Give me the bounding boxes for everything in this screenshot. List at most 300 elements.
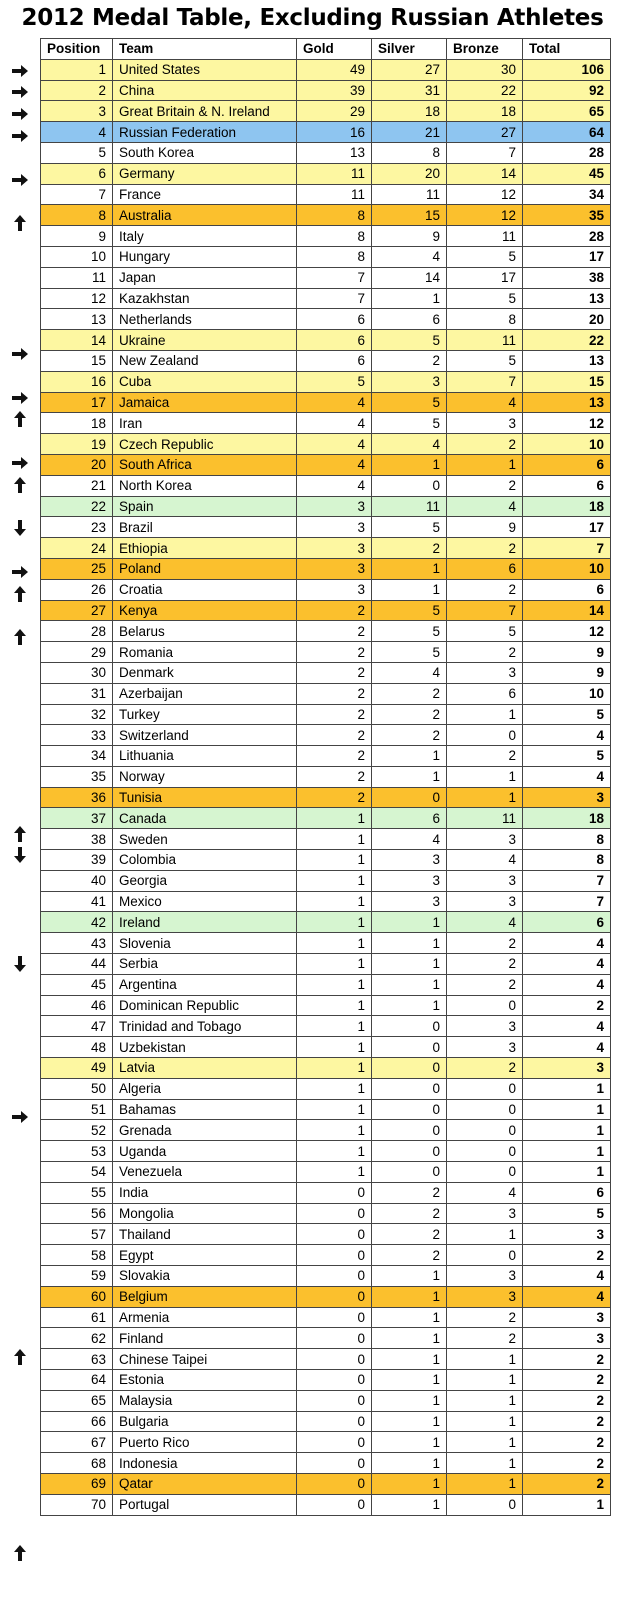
- bronze-cell: 18: [447, 101, 523, 122]
- bronze-cell: 2: [447, 434, 523, 455]
- table-row: [41, 475, 611, 496]
- total-cell: 2: [523, 1349, 611, 1370]
- team-cell: Portugal: [113, 1494, 297, 1515]
- silver-cell: 1: [372, 933, 447, 954]
- silver-cell: 0: [372, 475, 447, 496]
- team-cell: New Zealand: [113, 350, 297, 371]
- team-cell: India: [113, 1182, 297, 1203]
- table-row: [41, 995, 611, 1016]
- silver-cell: 8: [372, 142, 447, 163]
- team-cell: Great Britain & N. Ireland: [113, 101, 297, 122]
- gold-cell: 2: [297, 600, 372, 621]
- team-cell: Switzerland: [113, 725, 297, 746]
- gold-cell: 3: [297, 496, 372, 517]
- total-cell: 18: [523, 808, 611, 829]
- silver-cell: 6: [372, 309, 447, 330]
- team-cell: Finland: [113, 1328, 297, 1349]
- gold-cell: 1: [297, 870, 372, 891]
- header-gold: Gold: [297, 39, 372, 60]
- header-bronze: Bronze: [447, 39, 523, 60]
- table-row: [41, 870, 611, 891]
- table-body: [41, 59, 611, 1515]
- silver-cell: 1: [372, 746, 447, 767]
- gold-cell: 0: [297, 1390, 372, 1411]
- total-cell: 20: [523, 309, 611, 330]
- total-cell: 4: [523, 954, 611, 975]
- arrow-up-icon: [0, 583, 40, 605]
- table-row: [41, 954, 611, 975]
- position-cell: 27: [41, 600, 113, 621]
- position-cell: 41: [41, 891, 113, 912]
- table-row: [41, 1078, 611, 1099]
- team-cell: Norway: [113, 766, 297, 787]
- gold-cell: 1: [297, 1016, 372, 1037]
- bronze-cell: 22: [447, 80, 523, 101]
- header-total: Total: [523, 39, 611, 60]
- gold-cell: 1: [297, 1037, 372, 1058]
- position-cell: 22: [41, 496, 113, 517]
- bronze-cell: 2: [447, 579, 523, 600]
- silver-cell: 1: [372, 454, 447, 475]
- silver-cell: 0: [372, 1037, 447, 1058]
- silver-cell: 1: [372, 1370, 447, 1391]
- position-cell: 28: [41, 621, 113, 642]
- bronze-cell: 2: [447, 933, 523, 954]
- position-cell: 36: [41, 787, 113, 808]
- total-cell: 9: [523, 662, 611, 683]
- bronze-cell: 7: [447, 371, 523, 392]
- position-cell: 23: [41, 517, 113, 538]
- bronze-cell: 0: [447, 1141, 523, 1162]
- total-cell: 28: [523, 142, 611, 163]
- table-row: [41, 101, 611, 122]
- bronze-cell: 2: [447, 746, 523, 767]
- gold-cell: 3: [297, 579, 372, 600]
- team-cell: Romania: [113, 642, 297, 663]
- position-cell: 9: [41, 226, 113, 247]
- total-cell: 45: [523, 163, 611, 184]
- bronze-cell: 17: [447, 267, 523, 288]
- table-row: [41, 267, 611, 288]
- bronze-cell: 3: [447, 1016, 523, 1037]
- team-cell: Tunisia: [113, 787, 297, 808]
- bronze-cell: 1: [447, 1453, 523, 1474]
- team-cell: Latvia: [113, 1058, 297, 1079]
- position-cell: 59: [41, 1266, 113, 1287]
- gold-cell: 3: [297, 558, 372, 579]
- team-cell: Russian Federation: [113, 122, 297, 143]
- bronze-cell: 4: [447, 912, 523, 933]
- silver-cell: 1: [372, 288, 447, 309]
- position-cell: 55: [41, 1182, 113, 1203]
- gold-cell: 1: [297, 954, 372, 975]
- bronze-cell: 2: [447, 974, 523, 995]
- total-cell: 4: [523, 1266, 611, 1287]
- total-cell: 2: [523, 1370, 611, 1391]
- total-cell: 15: [523, 371, 611, 392]
- position-cell: 49: [41, 1058, 113, 1079]
- bronze-cell: 1: [447, 1473, 523, 1494]
- team-cell: Brazil: [113, 517, 297, 538]
- bronze-cell: 3: [447, 1203, 523, 1224]
- arrow-right-icon: [0, 452, 40, 474]
- bronze-cell: 4: [447, 850, 523, 871]
- silver-cell: 3: [372, 850, 447, 871]
- bronze-cell: 1: [447, 766, 523, 787]
- gold-cell: 2: [297, 746, 372, 767]
- bronze-cell: 5: [447, 288, 523, 309]
- bronze-cell: 3: [447, 1266, 523, 1287]
- arrow-up-icon: [0, 409, 40, 431]
- position-cell: 40: [41, 870, 113, 891]
- silver-cell: 1: [372, 1266, 447, 1287]
- total-cell: 4: [523, 1286, 611, 1307]
- position-cell: 17: [41, 392, 113, 413]
- table-row: [41, 933, 611, 954]
- total-cell: 10: [523, 558, 611, 579]
- bronze-cell: 12: [447, 184, 523, 205]
- position-cell: 44: [41, 954, 113, 975]
- team-cell: Uganda: [113, 1141, 297, 1162]
- position-cell: 25: [41, 558, 113, 579]
- bronze-cell: 0: [447, 995, 523, 1016]
- total-cell: 5: [523, 746, 611, 767]
- total-cell: 13: [523, 350, 611, 371]
- bronze-cell: 2: [447, 475, 523, 496]
- position-cell: 34: [41, 746, 113, 767]
- gold-cell: 49: [297, 59, 372, 80]
- silver-cell: 3: [372, 870, 447, 891]
- gold-cell: 11: [297, 163, 372, 184]
- gold-cell: 0: [297, 1411, 372, 1432]
- gold-cell: 1: [297, 974, 372, 995]
- table-row: [41, 1370, 611, 1391]
- table-row: [41, 1224, 611, 1245]
- silver-cell: 1: [372, 1453, 447, 1474]
- silver-cell: 5: [372, 621, 447, 642]
- total-cell: 13: [523, 392, 611, 413]
- table-row: [41, 1453, 611, 1474]
- table-row: [41, 558, 611, 579]
- team-cell: Spain: [113, 496, 297, 517]
- gold-cell: 29: [297, 101, 372, 122]
- gold-cell: 8: [297, 205, 372, 226]
- total-cell: 38: [523, 267, 611, 288]
- silver-cell: 3: [372, 371, 447, 392]
- silver-cell: 5: [372, 413, 447, 434]
- position-cell: 45: [41, 974, 113, 995]
- team-cell: Japan: [113, 267, 297, 288]
- table-row: [41, 434, 611, 455]
- total-cell: 34: [523, 184, 611, 205]
- table-row: [41, 850, 611, 871]
- bronze-cell: 30: [447, 59, 523, 80]
- silver-cell: 0: [372, 787, 447, 808]
- silver-cell: 5: [372, 330, 447, 351]
- total-cell: 2: [523, 995, 611, 1016]
- bronze-cell: 1: [447, 1390, 523, 1411]
- position-cell: 33: [41, 725, 113, 746]
- gold-cell: 0: [297, 1286, 372, 1307]
- position-cell: 67: [41, 1432, 113, 1453]
- silver-cell: 6: [372, 808, 447, 829]
- gold-cell: 1: [297, 1162, 372, 1183]
- position-cell: 42: [41, 912, 113, 933]
- table-row: [41, 1307, 611, 1328]
- total-cell: 22: [523, 330, 611, 351]
- gold-cell: 1: [297, 1058, 372, 1079]
- silver-cell: 21: [372, 122, 447, 143]
- table-row: [41, 413, 611, 434]
- position-cell: 70: [41, 1494, 113, 1515]
- team-cell: Colombia: [113, 850, 297, 871]
- silver-cell: 0: [372, 1162, 447, 1183]
- position-cell: 12: [41, 288, 113, 309]
- bronze-cell: 11: [447, 330, 523, 351]
- team-cell: Venezuela: [113, 1162, 297, 1183]
- gold-cell: 3: [297, 517, 372, 538]
- bronze-cell: 3: [447, 1037, 523, 1058]
- team-cell: Bahamas: [113, 1099, 297, 1120]
- position-cell: 10: [41, 246, 113, 267]
- silver-cell: 1: [372, 1349, 447, 1370]
- team-cell: Qatar: [113, 1473, 297, 1494]
- gold-cell: 6: [297, 350, 372, 371]
- table-row: [41, 1286, 611, 1307]
- team-cell: Grenada: [113, 1120, 297, 1141]
- silver-cell: 1: [372, 1328, 447, 1349]
- team-cell: Azerbaijan: [113, 683, 297, 704]
- arrow-right-icon: [0, 60, 40, 82]
- table-row: [41, 1390, 611, 1411]
- team-cell: Uzbekistan: [113, 1037, 297, 1058]
- gold-cell: 4: [297, 475, 372, 496]
- bronze-cell: 1: [447, 454, 523, 475]
- gold-cell: 1: [297, 1099, 372, 1120]
- total-cell: 7: [523, 538, 611, 559]
- arrow-right-icon: [0, 387, 40, 409]
- table-row: [41, 725, 611, 746]
- table-row: [41, 1120, 611, 1141]
- gold-cell: 1: [297, 1141, 372, 1162]
- silver-cell: 4: [372, 246, 447, 267]
- team-cell: Jamaica: [113, 392, 297, 413]
- team-cell: Argentina: [113, 974, 297, 995]
- position-cell: 56: [41, 1203, 113, 1224]
- bronze-cell: 4: [447, 392, 523, 413]
- arrow-right-icon: [0, 343, 40, 365]
- total-cell: 5: [523, 1203, 611, 1224]
- team-cell: China: [113, 80, 297, 101]
- position-cell: 30: [41, 662, 113, 683]
- gold-cell: 2: [297, 725, 372, 746]
- silver-cell: 1: [372, 558, 447, 579]
- arrow-up-icon: [0, 474, 40, 496]
- position-cell: 16: [41, 371, 113, 392]
- position-cell: 39: [41, 850, 113, 871]
- table-row: [41, 1245, 611, 1266]
- table-row: [41, 891, 611, 912]
- arrow-right-icon: [0, 125, 40, 147]
- position-cell: 8: [41, 205, 113, 226]
- position-cell: 62: [41, 1328, 113, 1349]
- team-cell: Belgium: [113, 1286, 297, 1307]
- gold-cell: 1: [297, 912, 372, 933]
- total-cell: 3: [523, 1328, 611, 1349]
- team-cell: Egypt: [113, 1245, 297, 1266]
- gold-cell: 0: [297, 1245, 372, 1266]
- team-cell: Kazakhstan: [113, 288, 297, 309]
- position-cell: 18: [41, 413, 113, 434]
- position-cell: 64: [41, 1370, 113, 1391]
- total-cell: 6: [523, 912, 611, 933]
- silver-cell: 1: [372, 912, 447, 933]
- total-cell: 17: [523, 517, 611, 538]
- arrow-right-icon: [0, 82, 40, 104]
- position-cell: 38: [41, 829, 113, 850]
- silver-cell: 1: [372, 1286, 447, 1307]
- table-row: [41, 226, 611, 247]
- table-row: [41, 662, 611, 683]
- table-row: [41, 330, 611, 351]
- position-cell: 51: [41, 1099, 113, 1120]
- bronze-cell: 2: [447, 538, 523, 559]
- total-cell: 1: [523, 1120, 611, 1141]
- gold-cell: 2: [297, 683, 372, 704]
- bronze-cell: 5: [447, 246, 523, 267]
- team-cell: Trinidad and Tobago: [113, 1016, 297, 1037]
- bronze-cell: 1: [447, 1432, 523, 1453]
- arrow-down-icon: [0, 954, 40, 976]
- silver-cell: 27: [372, 59, 447, 80]
- bronze-cell: 3: [447, 891, 523, 912]
- total-cell: 5: [523, 704, 611, 725]
- position-cell: 14: [41, 330, 113, 351]
- position-cell: 37: [41, 808, 113, 829]
- gold-cell: 5: [297, 371, 372, 392]
- total-cell: 64: [523, 122, 611, 143]
- table-row: [41, 122, 611, 143]
- total-cell: 7: [523, 891, 611, 912]
- bronze-cell: 2: [447, 642, 523, 663]
- gold-cell: 2: [297, 704, 372, 725]
- bronze-cell: 12: [447, 205, 523, 226]
- position-cell: 47: [41, 1016, 113, 1037]
- gold-cell: 2: [297, 642, 372, 663]
- total-cell: 17: [523, 246, 611, 267]
- table-row: [41, 1016, 611, 1037]
- bronze-cell: 6: [447, 558, 523, 579]
- silver-cell: 0: [372, 1141, 447, 1162]
- silver-cell: 4: [372, 662, 447, 683]
- team-cell: Ireland: [113, 912, 297, 933]
- silver-cell: 1: [372, 1494, 447, 1515]
- position-cell: 2: [41, 80, 113, 101]
- gold-cell: 0: [297, 1224, 372, 1245]
- total-cell: 1: [523, 1099, 611, 1120]
- table-row: [41, 746, 611, 767]
- position-cell: 26: [41, 579, 113, 600]
- gold-cell: 1: [297, 1120, 372, 1141]
- total-cell: 14: [523, 600, 611, 621]
- gold-cell: 0: [297, 1453, 372, 1474]
- bronze-cell: 3: [447, 413, 523, 434]
- table-row: [41, 600, 611, 621]
- position-cell: 6: [41, 163, 113, 184]
- bronze-cell: 7: [447, 142, 523, 163]
- table-row: [41, 1162, 611, 1183]
- gold-cell: 0: [297, 1370, 372, 1391]
- table-row: [41, 309, 611, 330]
- table-row: [41, 1432, 611, 1453]
- silver-cell: 20: [372, 163, 447, 184]
- team-cell: Mexico: [113, 891, 297, 912]
- table-row: [41, 288, 611, 309]
- team-cell: Ethiopia: [113, 538, 297, 559]
- bronze-cell: 1: [447, 1349, 523, 1370]
- arrow-down-icon: [0, 845, 40, 867]
- team-cell: Hungary: [113, 246, 297, 267]
- total-cell: 6: [523, 475, 611, 496]
- bronze-cell: 0: [447, 1494, 523, 1515]
- silver-cell: 5: [372, 392, 447, 413]
- page-title: 2012 Medal Table, Excluding Russian Athletes: [21, 5, 604, 31]
- team-cell: Ukraine: [113, 330, 297, 351]
- team-cell: Turkey: [113, 704, 297, 725]
- bronze-cell: 8: [447, 309, 523, 330]
- total-cell: 1: [523, 1078, 611, 1099]
- table-row: [41, 392, 611, 413]
- position-cell: 29: [41, 642, 113, 663]
- bronze-cell: 3: [447, 829, 523, 850]
- total-cell: 1: [523, 1494, 611, 1515]
- position-cell: 50: [41, 1078, 113, 1099]
- table-row: [41, 80, 611, 101]
- table-row: [41, 1494, 611, 1515]
- total-cell: 65: [523, 101, 611, 122]
- total-cell: 92: [523, 80, 611, 101]
- table-row: [41, 496, 611, 517]
- team-cell: Lithuania: [113, 746, 297, 767]
- silver-cell: 11: [372, 184, 447, 205]
- total-cell: 8: [523, 829, 611, 850]
- medal-table: [40, 38, 611, 1516]
- arrow-up-icon: [0, 212, 40, 234]
- gold-cell: 4: [297, 392, 372, 413]
- gold-cell: 0: [297, 1473, 372, 1494]
- position-cell: 32: [41, 704, 113, 725]
- team-cell: France: [113, 184, 297, 205]
- position-cell: 35: [41, 766, 113, 787]
- silver-cell: 31: [372, 80, 447, 101]
- table-row: [41, 829, 611, 850]
- total-cell: 4: [523, 1016, 611, 1037]
- total-cell: 8: [523, 850, 611, 871]
- total-cell: 35: [523, 205, 611, 226]
- silver-cell: 1: [372, 1432, 447, 1453]
- gold-cell: 4: [297, 434, 372, 455]
- total-cell: 2: [523, 1245, 611, 1266]
- team-cell: Denmark: [113, 662, 297, 683]
- team-cell: Croatia: [113, 579, 297, 600]
- gold-cell: 6: [297, 309, 372, 330]
- silver-cell: 0: [372, 1120, 447, 1141]
- total-cell: 2: [523, 1473, 611, 1494]
- table-row: [41, 1099, 611, 1120]
- position-cell: 1: [41, 59, 113, 80]
- table-row: [41, 1349, 611, 1370]
- bronze-cell: 0: [447, 725, 523, 746]
